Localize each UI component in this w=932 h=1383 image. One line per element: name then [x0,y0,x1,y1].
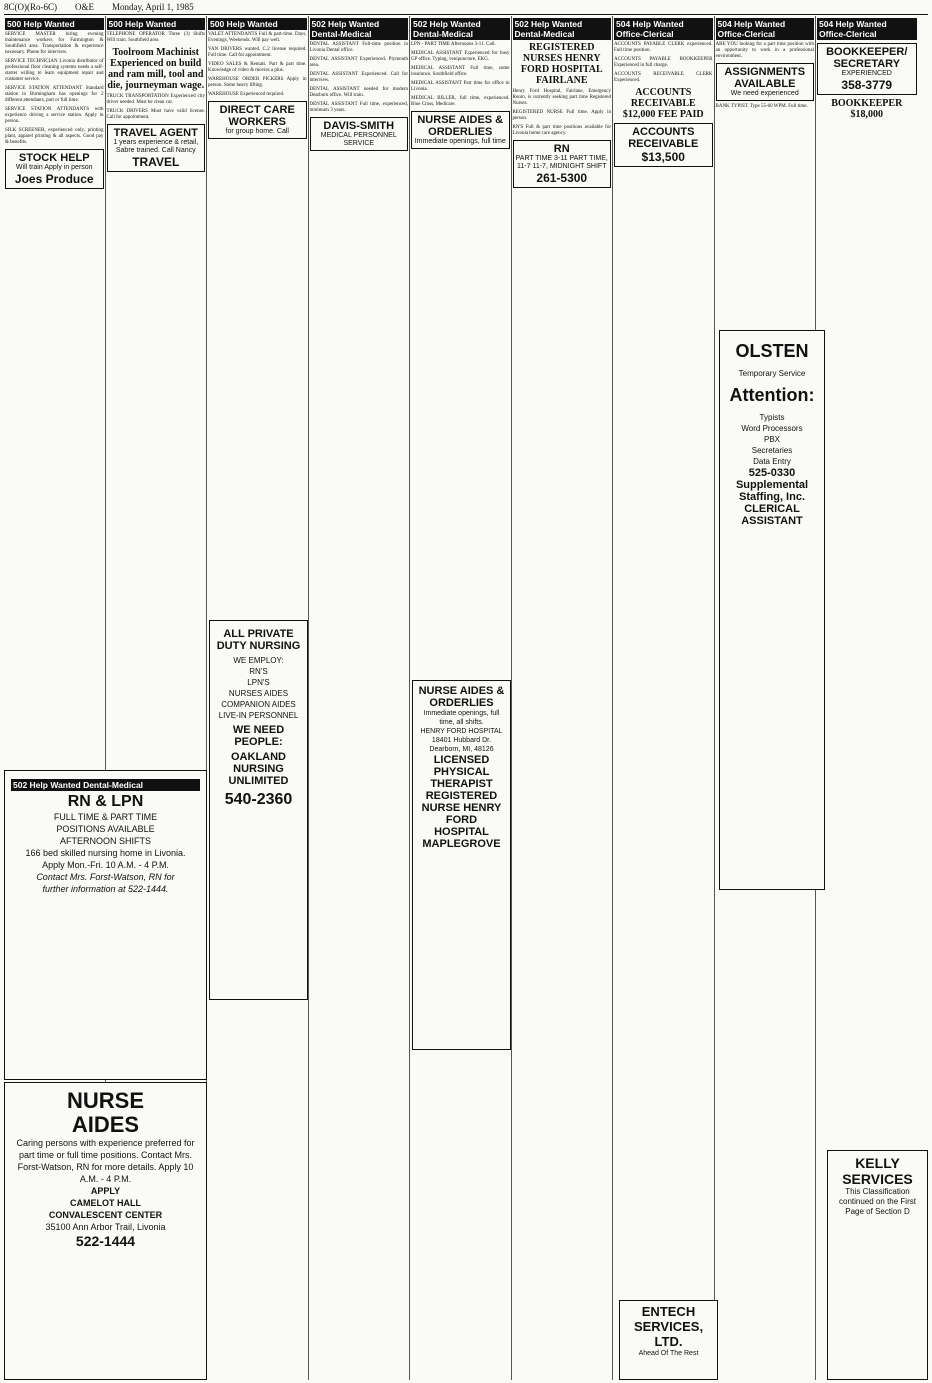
display-line: HENRY FORD HOSPITAL 18401 Hubbard Dr. Dearborn, MI, 48126 [420,728,503,753]
boxed-ad-phone: TRAVEL [132,155,180,169]
boxed-ad-heading: STOCK HELP [18,152,90,164]
boxed-ad-heading: RN [553,143,570,155]
classified-ad: ARE YOU looking for a part time position with an opportunity to work in a professional environment. [715,42,814,59]
display-line: Temporary Service [738,369,806,378]
column-7 [613,16,715,1380]
classified-ad: BOOKKEEPER $18,000 [831,98,903,120]
classified-ad: REGISTERED NURSE Full time. Apply in person. [512,110,611,121]
display-headline: Supplemental Staffing, Inc. [735,479,809,503]
boxed-ad [513,140,612,188]
section-header: 504 Help Wanted Office-Clerical [817,18,917,40]
boxed-ad [614,123,713,167]
display-phone: 540-2360 [224,791,293,808]
display-headline: RN & LPN [67,793,144,810]
classified-ad: ACCOUNTS PAYABLE BOOKKEEPER Experienced in full charge. [614,57,713,68]
classified-ad: LPN - PART TIME Afternoons 3-11. Call. [411,42,496,47]
display-headline: NURSE AIDES & ORDERLIES [418,685,505,709]
classified-ad: VIDEO SALES & Rentals. Part & part time. Knowledge of video & movies a plus. [208,62,307,73]
boxed-ad-heading: BOOKKEEPER/ SECRETARY [826,46,908,70]
display-phone: 525-0330 [748,467,796,479]
classified-ad: VAN DRIVERS wanted. C.2 license required. Full time. Call for appointment. [208,47,307,58]
nurse-aides-display-ad [4,1082,207,1380]
section-header: 502 Help Wanted Dental-Medical [513,18,612,40]
classified-ad: ACCOUNTS RECEIVABLE CLERK Experienced. [614,72,713,83]
display-line: Caring persons with experience preferred for part time or full time positions. Contact Mrs. Forst-Watson, RN for more details. Apply 10 A.M. - 4 P.M. [16,1138,195,1184]
display-contact: further information at 522-1444. [42,884,169,894]
boxed-ad-phone: 358-3779 [841,78,893,92]
section-header: 502 Help Wanted Dental-Medical [411,18,510,40]
boxed-ad-text: Immediate openings, full time [414,138,506,145]
display-headline: ALL PRIVATE DUTY NURSING [216,628,301,652]
classified-ad: SERVICE MASTER hiring evening maintenance workers for Farmington & Southfield area. Transportation & experience necessary. Phone for interview. [5,32,104,55]
display-line: Apply Mon.-Fri. 10 A.M. - 4 P.M. [42,860,169,870]
boxed-ad-heading: ASSIGNMENTS AVAILABLE [724,66,806,90]
classified-ad: Toolroom Machinist Experienced on build and ram mill, tool and die, journeyman wage. [107,47,205,91]
display-line: Data Entry [753,457,791,466]
boxed-ad-heading: DAVIS-SMITH [323,120,395,132]
display-line: This Classification continued on the First Page of Section D [839,1187,916,1216]
folio-date: Monday, April 1, 1985 [112,2,194,12]
classified-ad: SERVICE TECHNICIAN Livonia distributor of professional floor cleaning systems needs a self-starter willing to learn equipment repair and customer service. [5,59,104,82]
classified-ad: BANK TYPIST. Type 55-60 WPM. Full time. [715,104,808,109]
display-line: Typists [759,413,785,422]
section-header: 502 Help Wanted Dental-Medical [310,18,409,40]
section-header: 500 Help Wanted [5,18,104,30]
classified-ad: WAREHOUSE ORDER PICKERS Apply in person. Some heavy lifting. [208,77,307,88]
classified-ad: ACCOUNTS PAYABLE CLERK experienced. Full time position. [614,42,713,53]
display-headline: CLERICAL ASSISTANT [741,503,803,527]
classified-ad: DENTAL ASSISTANT Full time, experienced, minimum 3 years. [309,102,408,113]
classified-ad: REGISTERED NURSES HENRY FORD HOSPITAL FAIRLANE [520,42,603,86]
display-headline: WE NEED PEOPLE: [232,724,285,748]
classified-ad: DENTAL ASSISTANT needed for modern Dearborn office. Will train. [309,87,408,98]
boxed-ad-heading: DIRECT CARE WORKERS [219,104,295,128]
display-line: 166 bed skilled nursing home in Livonia. [25,848,186,858]
boxed-ad-heading: ACCOUNTS RECEIVABLE [628,126,699,150]
classified-ad: DENTAL ASSISTANT Full-time position in Livonia Dental office. [309,42,408,53]
classified-ad: TRUCK DRIVERS Must have valid license. Call for appointment. [106,109,205,120]
boxed-ad-text: We need experienced [730,90,799,97]
boxed-ad [817,43,917,95]
display-line: RN'S [249,667,268,676]
section-header: 504 Help Wanted Office-Clerical [614,18,713,40]
rn-lpn-display-ad [4,770,207,1080]
display-headline: Attention: [729,385,815,405]
classified-ad: MEDICAL BILLER, full time, experienced. Blue Cross, Medicare. [411,96,510,107]
display-line: Immediate openings, full time, all shifts. [423,710,500,726]
classified-ad: TRUCK TRANSPORTATION Experienced city driver needed. Must be clean cut. [106,94,205,105]
display-line: Ahead Of The Rest [638,1350,699,1357]
folio-line [4,0,928,15]
column-4 [309,16,411,1380]
boxed-ad-heading: TRAVEL AGENT [113,127,198,139]
boxed-ad-text: MEDICAL PERSONNEL SERVICE [320,132,397,147]
display-contact: Contact Mrs. Forst-Watson, RN for [36,872,175,882]
classified-ad: MEDICAL ASSISTANT Part time for office in Livonia. [411,81,510,92]
boxed-ad [107,124,206,172]
boxed-ad [208,101,307,139]
boxed-ad [411,111,510,149]
boxed-ad-text: for group home. Call [225,128,289,135]
section-header: 500 Help Wanted [107,18,206,30]
boxed-ad-heading: NURSE AIDES & ORDERLIES [417,114,504,138]
boxed-ad-phone: 261-5300 [536,171,588,185]
nurse-aides-orderlies-display-ad [412,680,511,1050]
display-line: COMPANION AIDES [221,700,296,709]
classified-ad: SERVICE STATION ATTENDANT Standard station in Birmingham has openings for 2 different attendants, part or full time. [5,86,104,103]
display-headline: OAKLAND NURSING UNLIMITED [228,751,289,787]
classified-ad: MEDICAL ASSISTANT Full time, some insurance. Southfield office. [411,66,510,77]
display-headline: LICENSED PHYSICAL THERAPIST [430,754,493,790]
private-duty-display-ad [209,620,308,1000]
entech-display-ad [619,1300,718,1380]
display-line: WE EMPLOY: [233,656,284,665]
folio-paper: O&E [75,2,94,12]
classified-ad: TELEPHONE OPERATOR Three (3) Shifts Will train. Southfield area [106,32,205,43]
display-phone: 522-1444 [75,1233,136,1249]
classified-ad: DENTAL ASSISTANT Experienced. Plymouth area. [309,57,408,68]
column-6 [512,16,614,1380]
display-headline: REGISTERED NURSE HENRY FORD HOSPITAL MAPLEGROVE [421,790,502,850]
display-line: AFTERNOON SHIFTS [59,836,151,846]
display-line: PBX [763,435,780,444]
olsten-display-ad [719,330,825,890]
section-header: 500 Help Wanted [208,18,307,30]
classified-ad: RN'S Full & part time positions available for Livonia home care agency. [512,125,611,136]
classified-ad: WAREHOUSE Experienced required. [208,92,285,97]
boxed-ad-text: EXPERIENCED [841,70,892,77]
display-line: CONVALESCENT CENTER [48,1210,163,1220]
display-headline: NURSE [66,1088,144,1113]
section-header: 502 Help Wanted Dental-Medical [11,779,200,791]
display-line: NURSES AIDES [228,689,289,698]
boxed-ad [716,63,815,101]
display-line: LIVE-IN PERSONNEL [218,711,299,720]
classified-ad: ACCOUNTS RECEIVABLE $12,000 FEE PAID [622,87,704,120]
display-headline: ENTECH SERVICES, LTD. [633,1304,704,1349]
section-header: 504 Help Wanted Office-Clerical [716,18,815,40]
boxed-ad-phone: $13,500 [641,150,685,164]
kelly-services-display-ad [827,1150,928,1380]
display-line: CAMELOT HALL [70,1198,141,1208]
classified-ad: Henry Ford Hospital, Fairlane, Emergency Room, is currently seeking part time Registered Nurses. [512,89,611,106]
display-headline: OLSTEN [735,341,809,361]
display-line: LPN'S [247,678,270,687]
boxed-ad [5,149,104,189]
boxed-ad-text: 1 years experience & retail, Sabre trained. Call Nancy [113,139,199,154]
classified-ad: SILK SCREENER, experienced only, printing plant, apparel printing & all aspects. Good pay & benefits. [5,128,104,145]
boxed-ad [310,117,409,151]
classified-ad: VALET ATTENDANTS Full & part-time. Days, Evenings, Weekends. Will pay well. [208,32,307,43]
classified-ad: DENTAL ASSISTANT Experienced. Call for interview. [309,72,408,83]
display-line: APPLY [90,1186,121,1196]
display-line: POSITIONS AVAILABLE [56,824,155,834]
boxed-ad-phone: Joes Produce [14,172,94,186]
display-line: 35100 Ann Arbor Trail, Livonia [45,1222,166,1232]
boxed-ad-text: Will train Apply in person [15,164,93,171]
display-headline: AIDES [71,1112,140,1137]
boxed-ad-text: PART TIME 3-11 PART TIME, 11-7 11-7, MIDNIGHT SHIFT [515,155,608,170]
display-headline: KELLY SERVICES [842,1155,913,1187]
display-line: FULL TIME & PART TIME [53,812,158,822]
classified-ad: SERVICE STATION ATTENDANTS with experience driving a service station. Apply in person. [5,107,104,124]
display-line: Secretaries [751,446,793,455]
folio-code: 8C(O)(Ro-6C) [4,2,57,12]
classified-ad: MEDICAL ASSISTANT Experienced for busy GP office. Typing, venipuncture, EKG. [411,51,510,62]
display-line: Word Processors [741,424,803,433]
